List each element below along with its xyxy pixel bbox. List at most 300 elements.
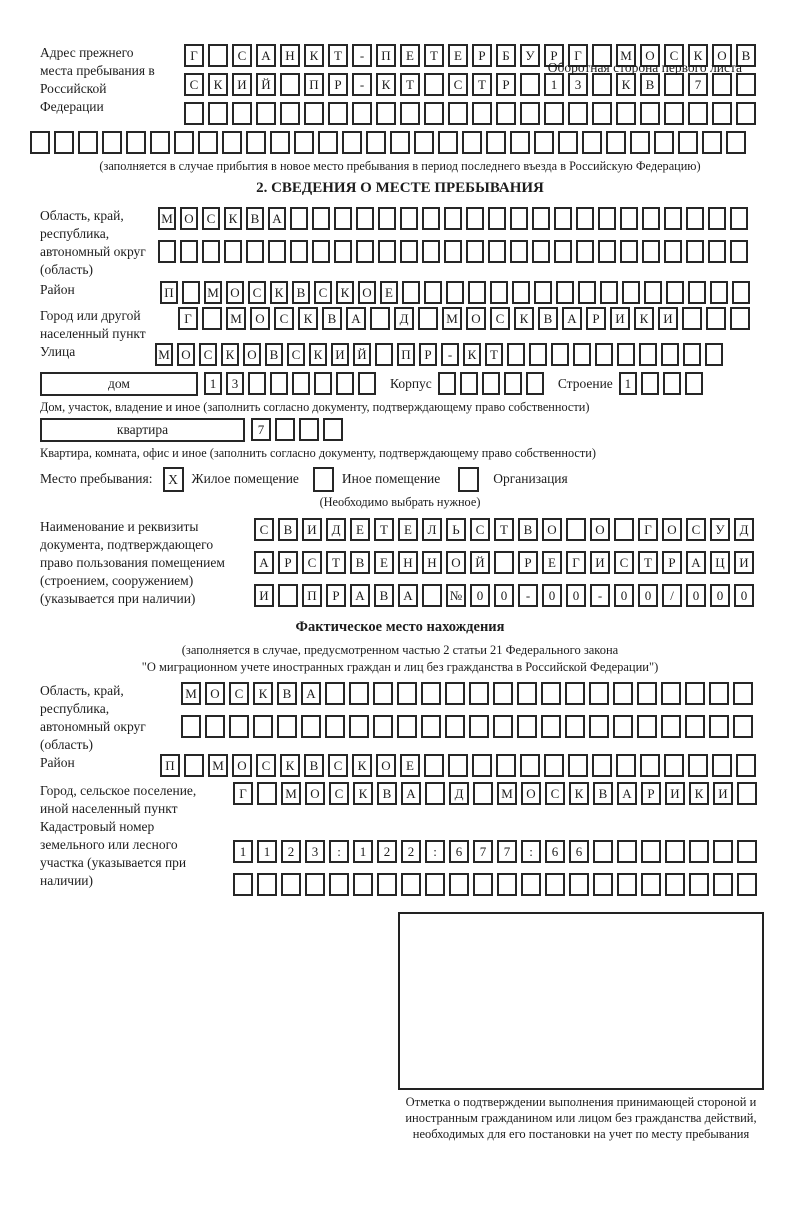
char-cell[interactable] xyxy=(510,207,528,230)
char-cell[interactable] xyxy=(222,131,242,154)
char-cell[interactable]: О xyxy=(177,343,195,366)
char-cell[interactable]: С xyxy=(229,682,249,705)
char-cell[interactable] xyxy=(637,715,657,738)
char-cell[interactable]: О xyxy=(376,754,396,777)
char-cell[interactable] xyxy=(593,840,613,863)
char-cell[interactable]: У xyxy=(520,44,540,67)
char-cell[interactable] xyxy=(620,240,638,263)
char-cell[interactable] xyxy=(370,307,390,330)
char-cell[interactable] xyxy=(642,240,660,263)
char-cell[interactable] xyxy=(665,840,685,863)
char-cell[interactable]: : xyxy=(425,840,445,863)
char-cell[interactable]: Е xyxy=(398,518,418,541)
char-cell[interactable]: С xyxy=(248,281,266,304)
char-cell[interactable]: Т xyxy=(472,73,492,96)
char-cell[interactable] xyxy=(713,873,733,896)
char-cell[interactable]: А xyxy=(617,782,637,805)
char-cell[interactable]: 7 xyxy=(688,73,708,96)
char-cell[interactable]: А xyxy=(686,551,706,574)
char-cell[interactable] xyxy=(576,240,594,263)
char-cell[interactable] xyxy=(682,307,702,330)
char-cell[interactable]: К xyxy=(689,782,709,805)
char-cell[interactable]: Р xyxy=(496,73,516,96)
char-cell[interactable] xyxy=(292,372,310,395)
char-cell[interactable] xyxy=(534,131,554,154)
char-cell[interactable]: В xyxy=(278,518,298,541)
char-cell[interactable]: П xyxy=(304,73,324,96)
char-cell[interactable]: А xyxy=(256,44,276,67)
char-cell[interactable] xyxy=(622,281,640,304)
char-cell[interactable]: 0 xyxy=(566,584,586,607)
char-cell[interactable] xyxy=(257,873,277,896)
char-cell[interactable] xyxy=(246,131,266,154)
char-cell[interactable] xyxy=(708,240,726,263)
char-cell[interactable]: П xyxy=(160,754,180,777)
char-cell[interactable]: Е xyxy=(380,281,398,304)
char-cell[interactable] xyxy=(504,372,522,395)
char-cell[interactable]: М xyxy=(616,44,636,67)
char-cell[interactable]: О xyxy=(521,782,541,805)
char-cell[interactable] xyxy=(556,281,574,304)
char-cell[interactable] xyxy=(304,102,324,125)
char-cell[interactable] xyxy=(486,131,506,154)
char-cell[interactable] xyxy=(473,782,493,805)
char-cell[interactable] xyxy=(730,240,748,263)
char-cell[interactable] xyxy=(349,682,369,705)
char-cell[interactable]: П xyxy=(376,44,396,67)
char-cell[interactable] xyxy=(661,682,681,705)
char-cell[interactable]: В xyxy=(277,682,297,705)
char-cell[interactable]: М xyxy=(181,682,201,705)
char-cell[interactable] xyxy=(496,102,516,125)
char-cell[interactable] xyxy=(438,372,456,395)
char-cell[interactable] xyxy=(661,715,681,738)
char-cell[interactable] xyxy=(184,754,204,777)
char-cell[interactable] xyxy=(544,102,564,125)
char-cell[interactable]: С xyxy=(448,73,468,96)
char-cell[interactable] xyxy=(496,754,516,777)
char-cell[interactable]: К xyxy=(253,682,273,705)
char-cell[interactable]: - xyxy=(590,584,610,607)
char-cell[interactable] xyxy=(520,73,540,96)
char-cell[interactable] xyxy=(366,131,386,154)
char-cell[interactable]: А xyxy=(401,782,421,805)
char-cell[interactable] xyxy=(334,240,352,263)
char-cell[interactable]: К xyxy=(270,281,288,304)
char-cell[interactable]: М xyxy=(226,307,246,330)
char-cell[interactable] xyxy=(664,73,684,96)
char-cell[interactable]: К xyxy=(688,44,708,67)
char-cell[interactable] xyxy=(468,281,486,304)
char-cell[interactable] xyxy=(595,343,613,366)
char-cell[interactable]: 6 xyxy=(545,840,565,863)
char-cell[interactable]: К xyxy=(221,343,239,366)
char-cell[interactable] xyxy=(270,372,288,395)
char-cell[interactable] xyxy=(425,873,445,896)
char-cell[interactable]: : xyxy=(329,840,349,863)
char-cell[interactable] xyxy=(664,102,684,125)
char-cell[interactable]: М xyxy=(442,307,462,330)
char-cell[interactable]: И xyxy=(331,343,349,366)
char-cell[interactable]: 3 xyxy=(568,73,588,96)
char-cell[interactable]: К xyxy=(616,73,636,96)
char-cell[interactable]: В xyxy=(374,584,394,607)
char-cell[interactable] xyxy=(526,372,544,395)
char-cell[interactable]: / xyxy=(662,584,682,607)
char-cell[interactable]: Т xyxy=(638,551,658,574)
char-cell[interactable]: Т xyxy=(424,44,444,67)
char-cell[interactable] xyxy=(182,281,200,304)
char-cell[interactable]: И xyxy=(302,518,322,541)
char-cell[interactable] xyxy=(639,343,657,366)
char-cell[interactable] xyxy=(730,307,750,330)
char-cell[interactable] xyxy=(378,207,396,230)
char-cell[interactable] xyxy=(733,715,753,738)
char-cell[interactable] xyxy=(473,873,493,896)
char-cell[interactable]: : xyxy=(521,840,541,863)
char-cell[interactable]: Т xyxy=(328,44,348,67)
char-cell[interactable] xyxy=(592,754,612,777)
char-cell[interactable] xyxy=(686,207,704,230)
char-cell[interactable] xyxy=(312,240,330,263)
char-cell[interactable]: В xyxy=(593,782,613,805)
char-cell[interactable] xyxy=(373,715,393,738)
char-cell[interactable] xyxy=(582,131,602,154)
char-cell[interactable]: Р xyxy=(662,551,682,574)
char-cell[interactable]: О xyxy=(358,281,376,304)
char-cell[interactable]: Р xyxy=(641,782,661,805)
char-cell[interactable]: С xyxy=(470,518,490,541)
char-cell[interactable]: О xyxy=(180,207,198,230)
char-cell[interactable] xyxy=(520,754,540,777)
char-cell[interactable] xyxy=(490,281,508,304)
char-cell[interactable] xyxy=(400,102,420,125)
char-cell[interactable] xyxy=(482,372,500,395)
char-cell[interactable] xyxy=(202,240,220,263)
char-cell[interactable] xyxy=(617,873,637,896)
char-cell[interactable]: В xyxy=(736,44,756,67)
char-cell[interactable] xyxy=(558,131,578,154)
char-cell[interactable] xyxy=(466,240,484,263)
char-cell[interactable] xyxy=(534,281,552,304)
char-cell[interactable] xyxy=(290,240,308,263)
char-cell[interactable] xyxy=(460,372,478,395)
char-cell[interactable] xyxy=(600,281,618,304)
char-cell[interactable]: О xyxy=(466,307,486,330)
char-cell[interactable] xyxy=(248,372,266,395)
char-cell[interactable]: М xyxy=(497,782,517,805)
char-cell[interactable]: К xyxy=(514,307,534,330)
char-cell[interactable]: Т xyxy=(494,518,514,541)
char-cell[interactable] xyxy=(708,207,726,230)
char-cell[interactable] xyxy=(685,715,705,738)
char-cell[interactable] xyxy=(712,102,732,125)
char-cell[interactable]: С xyxy=(302,551,322,574)
char-cell[interactable] xyxy=(253,715,273,738)
char-cell[interactable] xyxy=(198,131,218,154)
char-cell[interactable] xyxy=(208,102,228,125)
char-cell[interactable] xyxy=(554,240,572,263)
char-cell[interactable]: 7 xyxy=(251,418,271,441)
char-cell[interactable] xyxy=(418,307,438,330)
char-cell[interactable]: Е xyxy=(350,518,370,541)
char-cell[interactable] xyxy=(685,682,705,705)
char-cell[interactable] xyxy=(466,207,484,230)
char-cell[interactable] xyxy=(208,44,228,67)
char-cell[interactable] xyxy=(126,131,146,154)
char-cell[interactable] xyxy=(294,131,314,154)
char-cell[interactable]: У xyxy=(710,518,730,541)
char-cell[interactable] xyxy=(641,840,661,863)
char-cell[interactable] xyxy=(449,873,469,896)
char-cell[interactable] xyxy=(257,782,277,805)
char-cell[interactable] xyxy=(712,754,732,777)
char-cell[interactable]: Е xyxy=(448,44,468,67)
char-cell[interactable] xyxy=(424,73,444,96)
char-cell[interactable]: 6 xyxy=(569,840,589,863)
char-cell[interactable]: Г xyxy=(233,782,253,805)
char-cell[interactable]: С xyxy=(329,782,349,805)
char-cell[interactable] xyxy=(736,73,756,96)
char-cell[interactable] xyxy=(544,754,564,777)
char-cell[interactable]: Н xyxy=(398,551,418,574)
char-cell[interactable]: С xyxy=(328,754,348,777)
char-cell[interactable]: 1 xyxy=(544,73,564,96)
char-cell[interactable] xyxy=(661,343,679,366)
char-cell[interactable] xyxy=(422,240,440,263)
char-cell[interactable] xyxy=(376,102,396,125)
char-cell[interactable] xyxy=(573,343,591,366)
char-cell[interactable]: К xyxy=(280,754,300,777)
char-cell[interactable]: Р xyxy=(544,44,564,67)
char-cell[interactable]: И xyxy=(665,782,685,805)
char-cell[interactable] xyxy=(444,240,462,263)
char-cell[interactable] xyxy=(640,754,660,777)
char-cell[interactable]: Р xyxy=(419,343,437,366)
char-cell[interactable]: П xyxy=(302,584,322,607)
char-cell[interactable] xyxy=(299,418,319,441)
char-cell[interactable]: - xyxy=(352,44,372,67)
char-cell[interactable]: М xyxy=(208,754,228,777)
char-cell[interactable]: 2 xyxy=(401,840,421,863)
char-cell[interactable]: В xyxy=(350,551,370,574)
char-cell[interactable] xyxy=(733,682,753,705)
char-cell[interactable] xyxy=(414,131,434,154)
char-cell[interactable] xyxy=(617,343,635,366)
char-cell[interactable] xyxy=(520,102,540,125)
char-cell[interactable]: 0 xyxy=(734,584,754,607)
char-cell[interactable]: 2 xyxy=(281,840,301,863)
char-cell[interactable] xyxy=(342,131,362,154)
char-cell[interactable]: И xyxy=(610,307,630,330)
char-cell[interactable]: Д xyxy=(734,518,754,541)
char-cell[interactable]: Б xyxy=(496,44,516,67)
char-cell[interactable] xyxy=(102,131,122,154)
char-cell[interactable] xyxy=(641,372,659,395)
char-cell[interactable]: 3 xyxy=(305,840,325,863)
char-cell[interactable] xyxy=(598,207,616,230)
char-cell[interactable] xyxy=(641,873,661,896)
char-cell[interactable]: И xyxy=(713,782,733,805)
char-cell[interactable] xyxy=(325,715,345,738)
char-cell[interactable] xyxy=(726,131,746,154)
char-cell[interactable] xyxy=(592,73,612,96)
char-cell[interactable]: Г xyxy=(566,551,586,574)
char-cell[interactable] xyxy=(202,307,222,330)
char-cell[interactable]: О xyxy=(232,754,252,777)
char-cell[interactable] xyxy=(377,873,397,896)
char-cell[interactable] xyxy=(290,207,308,230)
char-cell[interactable]: Е xyxy=(400,754,420,777)
char-cell[interactable] xyxy=(565,715,585,738)
char-cell[interactable] xyxy=(422,584,442,607)
char-cell[interactable] xyxy=(689,840,709,863)
char-cell[interactable]: Т xyxy=(326,551,346,574)
char-cell[interactable] xyxy=(565,682,585,705)
char-cell[interactable] xyxy=(702,131,722,154)
char-cell[interactable]: К xyxy=(336,281,354,304)
char-cell[interactable]: К xyxy=(376,73,396,96)
char-cell[interactable] xyxy=(375,343,393,366)
char-cell[interactable]: В xyxy=(292,281,310,304)
char-cell[interactable] xyxy=(589,682,609,705)
char-cell[interactable]: К xyxy=(569,782,589,805)
char-cell[interactable] xyxy=(150,131,170,154)
char-cell[interactable] xyxy=(275,418,295,441)
char-cell[interactable] xyxy=(654,131,674,154)
char-cell[interactable]: К xyxy=(352,754,372,777)
char-cell[interactable] xyxy=(421,682,441,705)
char-cell[interactable]: Т xyxy=(400,73,420,96)
char-cell[interactable]: 0 xyxy=(638,584,658,607)
char-cell[interactable] xyxy=(706,307,726,330)
char-cell[interactable] xyxy=(589,715,609,738)
char-cell[interactable]: Р xyxy=(326,584,346,607)
char-cell[interactable] xyxy=(421,715,441,738)
char-cell[interactable]: С xyxy=(274,307,294,330)
char-cell[interactable]: Г xyxy=(178,307,198,330)
char-cell[interactable] xyxy=(616,754,636,777)
char-cell[interactable] xyxy=(665,873,685,896)
char-cell[interactable] xyxy=(517,682,537,705)
char-cell[interactable]: Р xyxy=(328,73,348,96)
char-cell[interactable] xyxy=(425,782,445,805)
char-cell[interactable] xyxy=(532,207,550,230)
char-cell[interactable] xyxy=(277,715,297,738)
char-cell[interactable] xyxy=(545,873,565,896)
char-cell[interactable] xyxy=(356,240,374,263)
char-cell[interactable]: В xyxy=(377,782,397,805)
char-cell[interactable]: И xyxy=(590,551,610,574)
char-cell[interactable]: Е xyxy=(400,44,420,67)
char-cell[interactable]: Г xyxy=(568,44,588,67)
char-cell[interactable]: Г xyxy=(184,44,204,67)
char-cell[interactable] xyxy=(613,715,633,738)
char-cell[interactable] xyxy=(488,240,506,263)
char-cell[interactable]: Л xyxy=(422,518,442,541)
char-cell[interactable]: В xyxy=(518,518,538,541)
char-cell[interactable] xyxy=(664,754,684,777)
char-cell[interactable] xyxy=(510,131,530,154)
char-cell[interactable] xyxy=(710,281,728,304)
char-cell[interactable]: Ц xyxy=(710,551,730,574)
char-cell[interactable] xyxy=(507,343,525,366)
char-cell[interactable]: К xyxy=(208,73,228,96)
char-cell[interactable]: С xyxy=(614,551,634,574)
char-cell[interactable]: 7 xyxy=(497,840,517,863)
char-cell[interactable]: П xyxy=(397,343,415,366)
char-cell[interactable] xyxy=(568,102,588,125)
char-cell[interactable] xyxy=(469,682,489,705)
char-cell[interactable] xyxy=(358,372,376,395)
char-cell[interactable] xyxy=(510,240,528,263)
char-cell[interactable] xyxy=(445,682,465,705)
char-cell[interactable]: О xyxy=(662,518,682,541)
char-cell[interactable]: Т xyxy=(485,343,503,366)
char-cell[interactable]: О xyxy=(712,44,732,67)
char-cell[interactable] xyxy=(569,873,589,896)
char-cell[interactable] xyxy=(378,240,396,263)
char-cell[interactable] xyxy=(541,715,561,738)
char-cell[interactable] xyxy=(400,207,418,230)
char-cell[interactable] xyxy=(462,131,482,154)
char-cell[interactable] xyxy=(532,240,550,263)
char-cell[interactable] xyxy=(472,754,492,777)
char-cell[interactable] xyxy=(397,715,417,738)
char-cell[interactable]: Д xyxy=(394,307,414,330)
char-cell[interactable] xyxy=(592,102,612,125)
char-cell[interactable] xyxy=(78,131,98,154)
char-cell[interactable] xyxy=(184,102,204,125)
char-cell[interactable]: 0 xyxy=(542,584,562,607)
char-cell[interactable]: К xyxy=(309,343,327,366)
char-cell[interactable] xyxy=(445,715,465,738)
char-cell[interactable] xyxy=(158,240,176,263)
char-cell[interactable] xyxy=(270,131,290,154)
char-cell[interactable] xyxy=(181,715,201,738)
char-cell[interactable] xyxy=(246,240,264,263)
char-cell[interactable]: К xyxy=(298,307,318,330)
char-cell[interactable]: Т xyxy=(374,518,394,541)
char-cell[interactable]: Д xyxy=(326,518,346,541)
char-cell[interactable] xyxy=(737,873,757,896)
char-cell[interactable]: С xyxy=(199,343,217,366)
char-cell[interactable] xyxy=(336,372,354,395)
char-cell[interactable] xyxy=(642,207,660,230)
char-cell[interactable] xyxy=(229,715,249,738)
char-cell[interactable] xyxy=(541,682,561,705)
char-cell[interactable] xyxy=(280,102,300,125)
char-cell[interactable] xyxy=(529,343,547,366)
char-cell[interactable]: 0 xyxy=(710,584,730,607)
char-cell[interactable] xyxy=(730,207,748,230)
char-cell[interactable] xyxy=(686,240,704,263)
char-cell[interactable]: Р xyxy=(518,551,538,574)
char-cell[interactable]: М xyxy=(155,343,173,366)
char-cell[interactable] xyxy=(521,873,541,896)
char-cell[interactable] xyxy=(424,102,444,125)
char-cell[interactable]: 1 xyxy=(353,840,373,863)
char-cell[interactable] xyxy=(688,102,708,125)
char-cell[interactable]: Й xyxy=(470,551,490,574)
char-cell[interactable] xyxy=(278,584,298,607)
char-cell[interactable] xyxy=(469,715,489,738)
char-cell[interactable] xyxy=(256,102,276,125)
char-cell[interactable] xyxy=(446,281,464,304)
char-cell[interactable]: - xyxy=(352,73,372,96)
char-cell[interactable] xyxy=(400,240,418,263)
char-cell[interactable]: С xyxy=(545,782,565,805)
